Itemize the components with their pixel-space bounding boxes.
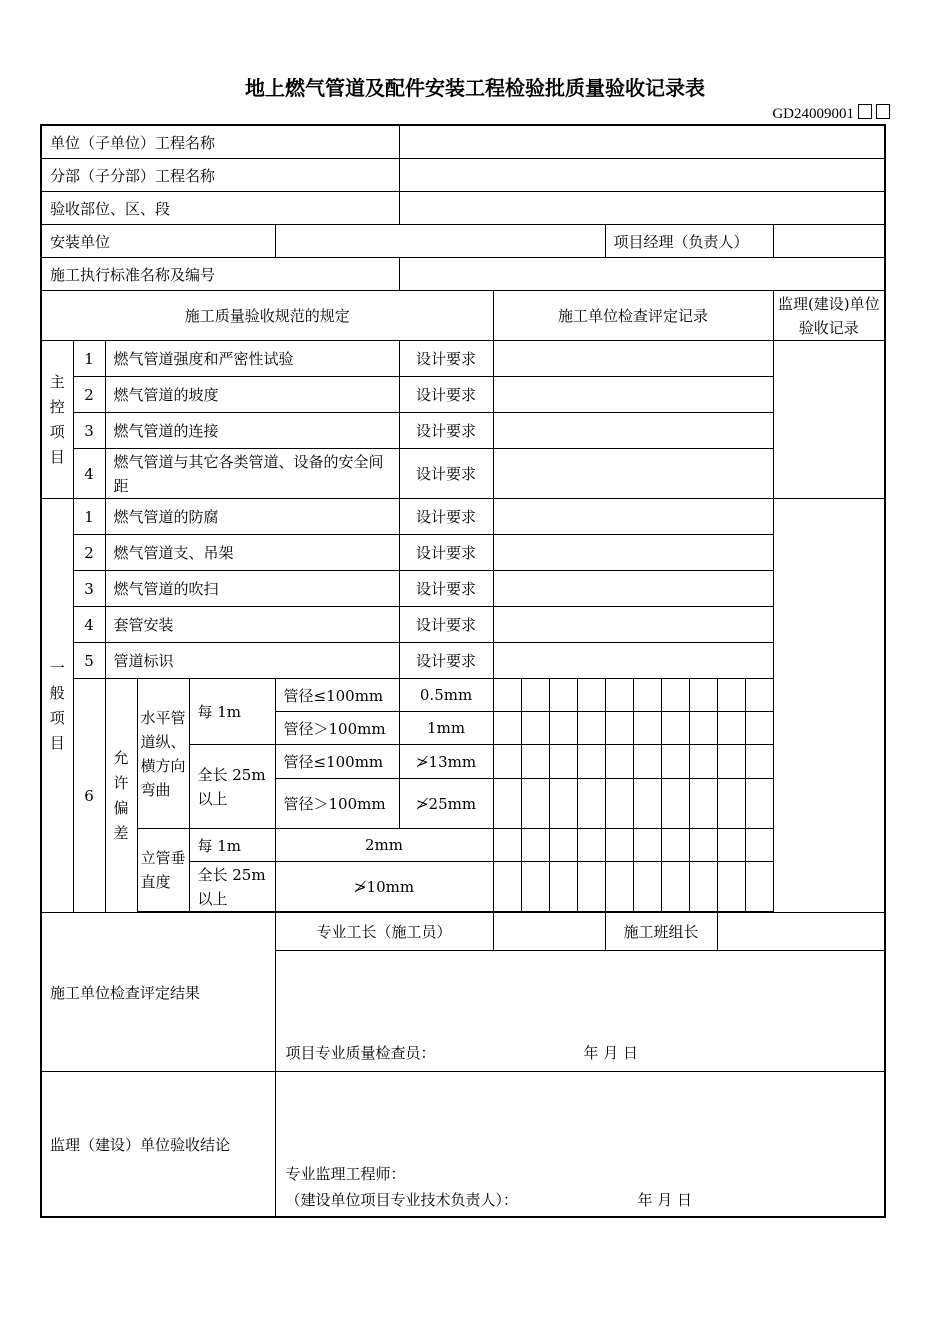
measure-cell[interactable] [661,679,689,712]
conclusion-signature-area[interactable] [275,1072,885,1218]
item-name: 燃气管道的防腐 [105,499,399,535]
item-name: 燃气管道的坡度 [105,377,399,413]
standard-label: 施工执行标准名称及编号 [41,258,399,291]
record-cell[interactable] [493,413,773,449]
measure-cell[interactable] [689,679,717,712]
form-code [772,104,890,123]
measure-cell[interactable] [633,679,661,712]
result-label: 施工单位检查评定结果 [41,913,275,1072]
item-no: 4 [73,607,105,643]
measure-cell[interactable] [661,862,689,912]
diameter-gt-label: 管径＞100mm [275,712,399,745]
record-cell[interactable] [493,449,773,499]
diameter-le-label: 管径≤100mm [275,745,399,779]
foreman-field[interactable] [493,913,605,951]
measure-cell[interactable] [549,679,577,712]
item-name: 套管安装 [105,607,399,643]
checkbox-2[interactable] [876,104,890,119]
measure-cell[interactable] [521,829,549,862]
item-requirement: 设计要求 [399,643,493,679]
diameter-gt-label: 管径＞100mm [275,779,399,829]
record-cell[interactable] [493,499,773,535]
item-no: 2 [73,377,105,413]
supervision-main-cell[interactable] [773,341,885,499]
install-unit-field[interactable] [275,225,605,258]
diameter-le-label: 管径≤100mm [275,679,399,712]
item-no: 2 [73,535,105,571]
sub-project-field[interactable] [399,159,885,192]
measure-cell[interactable] [661,745,689,779]
construction-record-header: 施工单位检查评定记录 [493,291,773,341]
measure-cell[interactable] [521,862,549,912]
measure-cell[interactable] [605,745,633,779]
measure-cell[interactable] [717,679,745,712]
measure-cell[interactable] [493,829,521,862]
measure-cell[interactable] [717,862,745,912]
item-name: 燃气管道支、吊架 [105,535,399,571]
tolerance-value: ≯25mm [399,779,493,829]
item-requirement: 设计要求 [399,607,493,643]
measure-cell[interactable] [521,779,549,829]
vert-per-1m-label: 每 1m [189,829,275,862]
sub-project-label: 分部（子分部）工程名称 [41,159,399,192]
measure-cell[interactable] [549,779,577,829]
item-requirement: 设计要求 [399,449,493,499]
tolerance-value: 1mm [399,712,493,745]
item-name: 燃气管道的吹扫 [105,571,399,607]
measure-cell[interactable] [689,745,717,779]
measure-cell[interactable] [549,829,577,862]
page-title: 地上燃气管道及配件安装工程检验批质量验收记录表 [245,76,705,100]
measure-cell[interactable] [717,829,745,862]
conclusion-date: 年 月 日 [637,1191,693,1209]
measure-cell[interactable] [605,679,633,712]
item-requirement: 设计要求 [399,413,493,449]
item-requirement: 设计要求 [399,499,493,535]
item-no: 1 [73,499,105,535]
measure-cell[interactable] [633,745,661,779]
item-no: 1 [73,341,105,377]
measure-cell[interactable] [633,712,661,745]
item-no: 5 [73,643,105,679]
measure-cell[interactable] [745,829,773,862]
project-manager-field[interactable] [773,225,885,258]
measure-cell[interactable] [633,862,661,912]
horizontal-bend-label: 水平管道纵、横方向弯曲 [137,679,189,829]
measure-cell[interactable] [689,712,717,745]
measure-cell[interactable] [661,712,689,745]
inspection-part-label: 验收部位、区、段 [41,192,399,225]
vertical-label: 立管垂直度 [137,829,189,912]
engineer-label: 专业监理工程师： [285,1165,406,1183]
item-name: 管道标识 [105,643,399,679]
measure-cell[interactable] [745,745,773,779]
item-no: 3 [73,571,105,607]
item-no: 6 [73,679,105,913]
tolerance-value: 2mm [275,829,493,862]
unit-project-field[interactable] [399,125,885,159]
measure-cell[interactable] [521,712,549,745]
item-name: 燃气管道的连接 [105,413,399,449]
result-signature-area[interactable] [275,951,885,1072]
vert-full-label: 全长 25m 以上 [189,862,275,912]
measure-cell[interactable] [605,829,633,862]
measure-cell[interactable] [633,829,661,862]
item-no: 4 [73,449,105,499]
foreman-label: 专业工长（施工员） [275,913,493,951]
item-requirement: 设计要求 [399,571,493,607]
measure-cell[interactable] [521,745,549,779]
measure-cell[interactable] [745,779,773,829]
measure-cell[interactable] [493,745,521,779]
item-requirement: 设计要求 [399,341,493,377]
measure-cell[interactable] [661,779,689,829]
item-requirement: 设计要求 [399,535,493,571]
inspection-part-field[interactable] [399,192,885,225]
measure-cell[interactable] [549,712,577,745]
tolerance-value: 0.5mm [399,679,493,712]
tolerance-value: ≯13mm [399,745,493,779]
measure-cell[interactable] [689,862,717,912]
measure-cell[interactable] [605,712,633,745]
record-cell[interactable] [493,607,773,643]
measure-cell[interactable] [717,745,745,779]
item-name: 燃气管道强度和严密性试验 [105,341,399,377]
team-leader-field[interactable] [717,913,885,951]
measure-cell[interactable] [549,862,577,912]
record-cell[interactable] [493,643,773,679]
full-25m-label: 全长 25m 以上 [189,745,275,829]
measure-cell[interactable] [605,862,633,912]
measure-cell[interactable] [689,829,717,862]
measure-cell[interactable] [493,779,521,829]
team-leader-label: 施工班组长 [605,913,717,951]
supervision-record-header: 监理(建设)单位验收记录 [773,291,885,341]
main-control-label: 主 控 项 目 [41,341,73,499]
measure-cell[interactable] [577,745,605,779]
measure-cell[interactable] [577,679,605,712]
record-cell[interactable] [493,535,773,571]
project-manager-label: 项目经理（负责人） [605,225,773,258]
item-no: 3 [73,413,105,449]
measure-cell[interactable] [493,712,521,745]
unit-project-label: 单位（子单位）工程名称 [41,125,399,159]
record-cell[interactable] [493,377,773,413]
owner-label: （建设单位项目专业技术负责人）： [285,1191,519,1209]
supervision-general-cell[interactable] [773,499,885,913]
standard-field[interactable] [399,258,885,291]
measure-cell[interactable] [577,862,605,912]
install-unit-label: 安装单位 [41,225,275,258]
inspection-table [40,124,886,1218]
measure-cell[interactable] [633,779,661,829]
measure-cell[interactable] [493,679,521,712]
per-1m-label: 每 1m [189,679,275,745]
measure-cell[interactable] [577,712,605,745]
measure-cell[interactable] [605,779,633,829]
deviation-label: 允 许 偏 差 [105,679,137,913]
measure-cell[interactable] [717,779,745,829]
measure-cell[interactable] [689,779,717,829]
measure-cell[interactable] [549,745,577,779]
measure-cell[interactable] [745,712,773,745]
conclusion-label: 监理（建设）单位验收结论 [41,1072,275,1218]
record-cell[interactable] [493,341,773,377]
inspector-label: 项目专业质量检查员： [285,1044,436,1062]
measure-cell[interactable] [661,829,689,862]
item-requirement: 设计要求 [399,377,493,413]
checkbox-1[interactable] [858,104,872,119]
measure-cell[interactable] [717,712,745,745]
tolerance-value: ≯10mm [275,862,493,912]
item-name: 燃气管道与其它各类管道、设备的安全间距 [105,449,399,499]
measure-cell[interactable] [577,779,605,829]
general-label: 一 般 项 目 [41,499,73,913]
spec-header: 施工质量验收规范的规定 [41,291,493,341]
measure-cell[interactable] [577,829,605,862]
measure-cell[interactable] [745,679,773,712]
form-code-text: GD24009001 [772,106,854,122]
record-cell[interactable] [493,571,773,607]
inspector-date: 年 月 日 [583,1044,639,1062]
measure-cell[interactable] [745,862,773,912]
measure-cell[interactable] [493,862,521,912]
measure-cell[interactable] [521,679,549,712]
